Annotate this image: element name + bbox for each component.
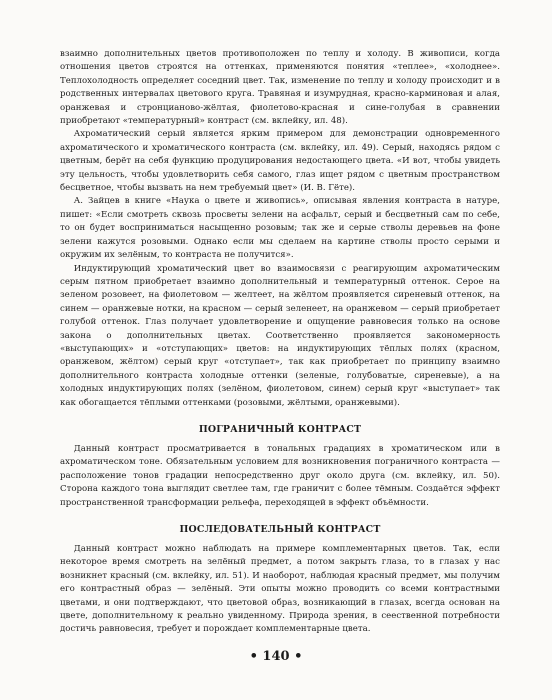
paragraph: Данный контраст просматривается в тональных градациях в хроматическом или в ахроматическом тоне. Обязательным условием для возникновения пограничного контраста — расположение тонов градации непосредственно друг около друга (см. вклейку, ил. 50). Сторона каждого тона выглядит светлее там, где граничит с более тёмным. Создаётся эффект пространственной трансформации рельефа, переходящей в эффект объёмности. xyxy=(60,443,500,508)
paragraph: Ахроматический серый является ярким примером для демонстрации одновременного ахроматического и хроматического контраста (см. вклейку, ил. 49). Серый, находясь рядом с цветным, берёт на себя функцию продуцирования недостающего цвета. «И вот, чтобы увидеть эту цельность, чтобы удовлетворить себя самого, глаз ищет рядом с цветным пространством бесцветное, чтобы вызвать на нем требуемый цвет» (И. В. Гёте). xyxy=(60,129,500,194)
section-heading-border-contrast: ПОГРАНИЧНЫЙ КОНТРАСТ xyxy=(198,423,362,435)
paragraph: взаимно дополнительных цветов противоположен по теплу и холоду. В живописи, когда отношения цветов строятся на оттенках, применяются понятия «теплее», «холоднее». Теплохолодность определяет соседний цвет. Так, изменение по теплу и холоду происходит и в родственных интервалах цветового круга. Травяная и изумрудная, красно-карминовая и алая, оранжевая и стронцианово-жёлтая, фиолетово-красная и сине-голубая в сравнении приобретают «температурный» контраст (см. вклейку, ил. 48). xyxy=(60,49,500,127)
paragraph: Индуктирующий хроматический цвет во взаимосвязи с реагирующим ахроматическим серым пятном приобретает взаимно дополнительный и температурный оттенок. Серое на зеленом розовеет, на фиолетовом — желтеет, на жёлтом проявляется сиреневый оттенок, на синем — оранжевые нотки, на красном — серый зеленеет, на оранжевом — серый приобретает голубой оттенок. Глаз получает удовлетворение и ощущение равновесия только на основе закона о дополнительных цветах. Соответственно проявляется закономерность «выступающих» и «отступающих» цветов: на индуктирующих тёплых полях (красном, оранжевом, жёлтом) серый круг «отступает», так как приобретает по принципу взаимно дополнительного контраста холодные оттенки (зеленые, голубоватые, сиреневые), а на холодных индуктирующих полях (зелёном, фиолетовом, синем) серый круг «выступает» так как обогащается тёплыми оттенками (розовыми, жёлтыми, оранжевыми). xyxy=(60,263,500,408)
paragraph: А. Зайцев в книге «Наука о цвете и живопись», описывая явления контраста в натуре, пишет: «Если смотреть сквозь просветы зелени на асфальт, серый и бесцветный сам по себе, то он будет восприниматься насыщенно розовым; так же и серые стволы деревьев на фоне зелени кажутся розовыми. Однако если мы сделаем на картине стволы просто серыми и окружим их зелёным, то контраста не получится». xyxy=(60,196,500,261)
page-number: • 140 • xyxy=(249,649,303,664)
section-heading-successive-contrast: ПОСЛЕДОВАТЕЛЬНЫЙ КОНТРАСТ xyxy=(179,524,381,535)
paragraph: Данный контраст можно наблюдать на примере комплементарных цветов. Так, если некоторое время смотреть на зелёный предмет, а потом закрыть глаза, то в глазах у нас возникнет красный (см. вклейку, ил. 51). И наоборот, наблюдая красный предмет, мы получим его контрастный образ — зелёный. Эти опыты можно проводить со всеми контрастными цветами, и они подтверждают, что цветовой образ, возникающий в глазах, всегда основан на цвете, дополнительному к реально увиденному. Природа зрения, в сеественной потребности достичь равновесия, требует и порождает комплементарные цвета. xyxy=(60,544,500,635)
